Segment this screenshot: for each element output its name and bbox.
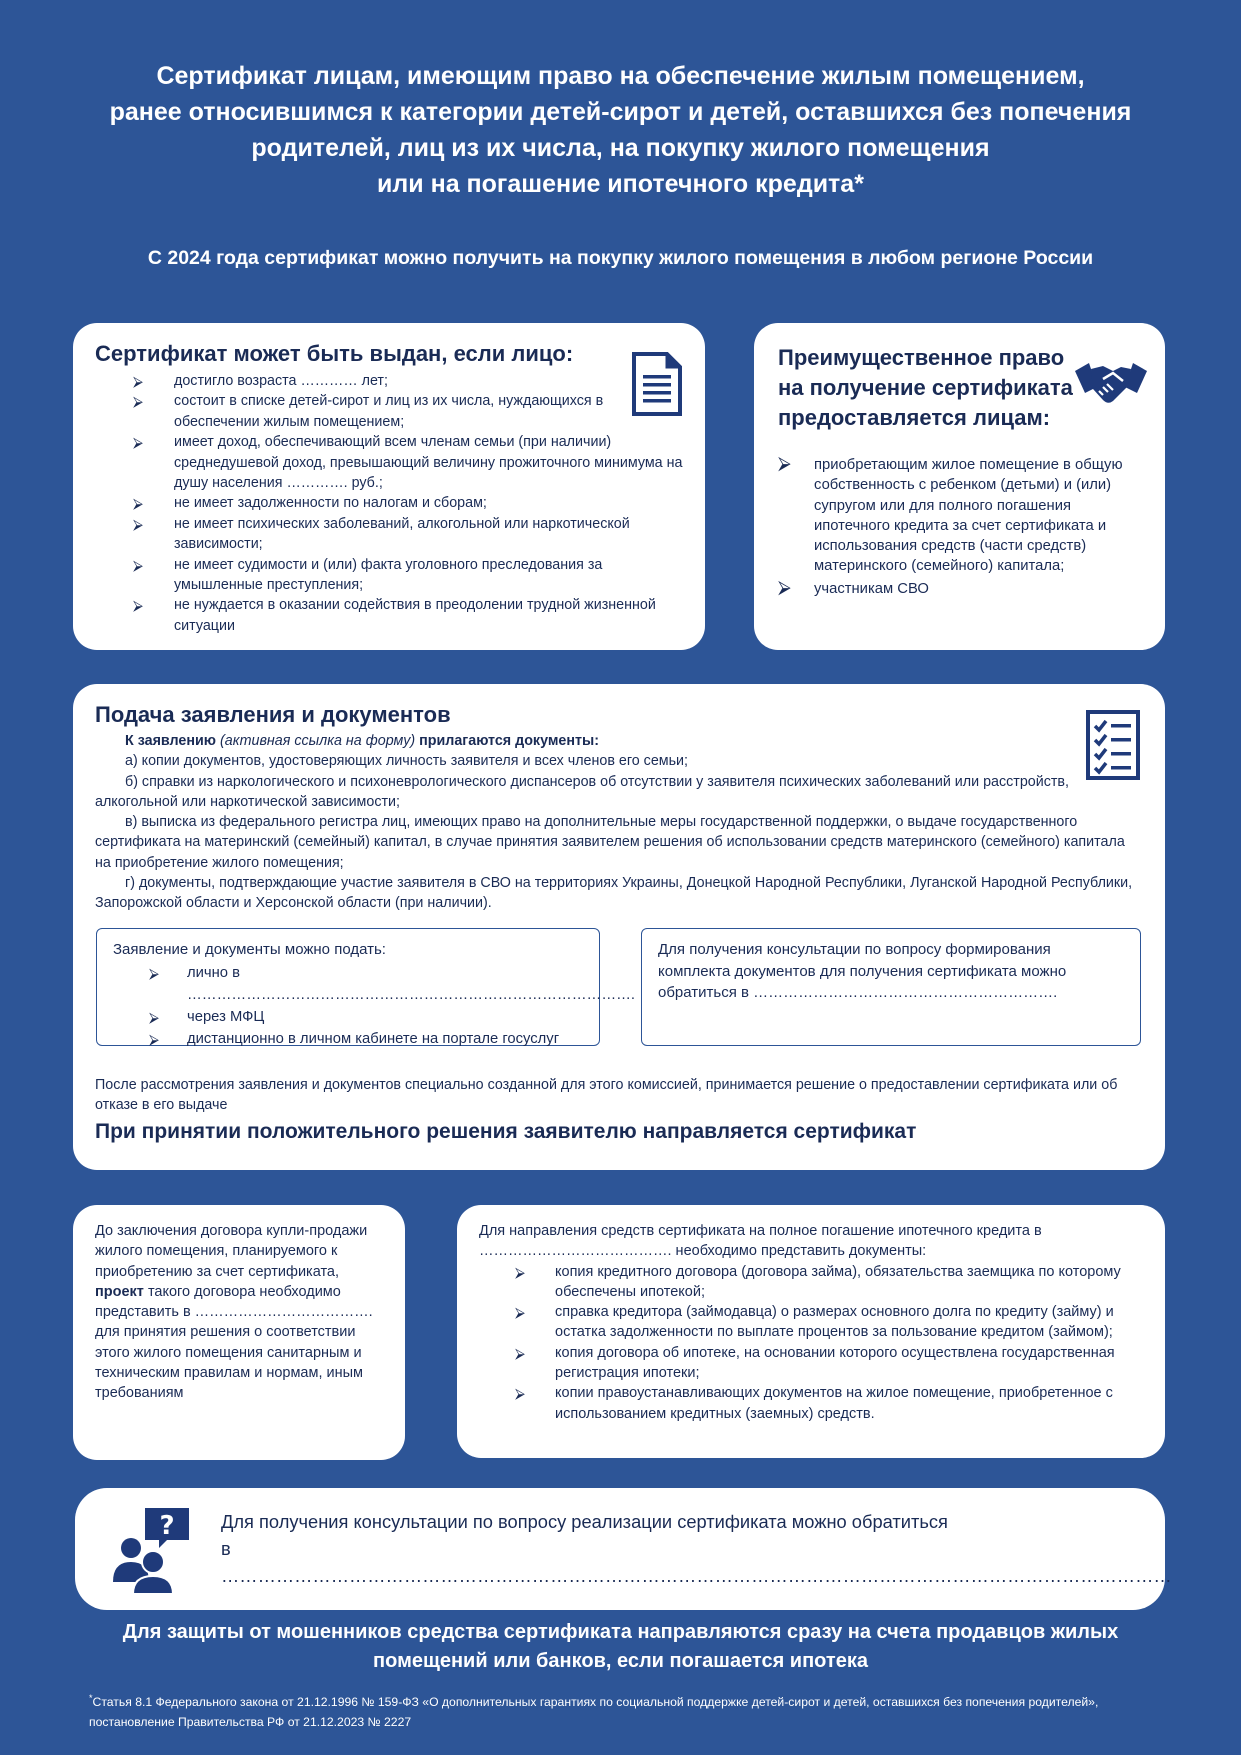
- submission-title: Заявление и документы можно подать:: [113, 941, 386, 958]
- purchase-text-bold: проект: [95, 1283, 144, 1300]
- footnote-text: Статья 8.1 Федерального закона от 21.12.1996 № 159-ФЗ «О дополнительных гарантиях по социальной поддержке детей-сирот и детей, оставшихся без попечения родителей», постановление Правительства РФ от 21.12.2023 № 2227: [89, 1695, 1099, 1730]
- documents-intro: [95, 731, 1143, 751]
- list-item: ⮚ справка кредитора (займодавца) о размерах основного долга по кредиту (займу) и остатка задолженности по выплате процентов за пользование кредитом (займом);: [515, 1304, 1114, 1341]
- handshake-icon: [1073, 357, 1149, 409]
- purchase-text: До заключения договора купли-продажи жилого помещения, планируемого к приобретению за счет сертификата,: [95, 1223, 368, 1280]
- list-item: ⮚ копия договора об ипотеке, на основании которого осуществлена государственная регистрация ипотеки;: [515, 1344, 1115, 1382]
- checklist-icon: [1085, 709, 1141, 781]
- list-item: ⮚ не имеет судимости и (или) факта уголовного преследования за умышленные преступления;: [133, 556, 603, 594]
- form-link[interactable]: (активная ссылка на форму): [219, 733, 416, 749]
- arrow-bullet-icon: ⮚: [778, 576, 791, 597]
- list-item: ⮚ достигло возраста ………… лет;: [133, 371, 683, 391]
- eligibility-card: [73, 323, 705, 650]
- list-item: ⮚ не нуждается в оказании содействия в преодолении трудной жизненной ситуации: [133, 597, 656, 634]
- arrow-bullet-icon: ⮚: [149, 1030, 159, 1047]
- list-item: в) выписка из федерального регистра лиц, имеющих право на дополнительные меры государственной поддержки, о выдаче государственного сертификата на материнский (семейный) капитал, в случае принятия заявителем решения об использовании средств материнского (семейного) капитала на приобретение жилого помещения;: [95, 814, 1125, 871]
- list-item: ⮚ не имеет задолженности по налогам и сборам;: [133, 493, 683, 513]
- page-title: [60, 58, 1181, 202]
- arrow-bullet-icon: ⮚: [778, 453, 791, 473]
- mortgage-intro: Для направления средств сертификата на полное погашение ипотечного кредита в …………………………………. необходимо представить документы:: [479, 1223, 1042, 1260]
- arrow-bullet-icon: ⮚: [133, 515, 143, 532]
- consultation-box: [641, 928, 1141, 1046]
- consultation-text: Для получения консультации по вопросу формирования комплекта документов для получения сертификата можно обратиться в …………………………………………………….: [658, 941, 1067, 1001]
- fraud-protection-note: [60, 1618, 1181, 1676]
- consultation-text: [221, 1508, 1172, 1589]
- list-item: а) копии документов, удостоверяющих личность заявителя и всех членов его семьи;: [125, 753, 689, 770]
- arrow-bullet-icon: ⮚: [149, 1008, 159, 1025]
- intro-label: К заявлению: [125, 733, 216, 749]
- arrow-bullet-icon: ⮚: [515, 1385, 525, 1402]
- list-item: ⮚ не имеет психических заболеваний, алкогольной или наркотической зависимости;: [133, 515, 630, 553]
- eligibility-heading: Сертификат может быть выдан, если лицо:: [95, 341, 574, 366]
- eligibility-list: [95, 371, 683, 636]
- footnote: [89, 1688, 1169, 1732]
- footnote-mark: *: [89, 1693, 93, 1703]
- list-item: ⮚ копия кредитного договора (договора займа), обязательства заемщика по которому обеспечены ипотекой;: [515, 1263, 1121, 1300]
- mortgage-list: [479, 1262, 1143, 1424]
- arrow-bullet-icon: ⮚: [515, 1304, 525, 1321]
- positive-decision-text: При принятии положительного решения заявителю направляется сертификат: [95, 1120, 917, 1143]
- page-subtitle: С 2024 года сертификат можно получить на покупку жилого помещения в любом регионе России: [147, 247, 1094, 269]
- list-item: ⮚ дистанционно в личном кабинете на портале госуслуг: [149, 1028, 583, 1050]
- list-item: б) справки из наркологического и психоневрологического диспансеров об отсутствии у заявителя психических заболеваний или расстройств, алкогольной или наркотической зависимости;: [95, 773, 1069, 810]
- list-item: ⮚ копии правоустанавливающих документов на жилое помещение, приобретенное с использованием кредитных (заемных) средств.: [515, 1385, 1113, 1422]
- list-item: ⮚ через МФЦ: [149, 1006, 583, 1028]
- arrow-bullet-icon: ⮚: [515, 1344, 525, 1361]
- consultation-line: Для получения консультации по вопросу реализации сертификата можно обратиться: [221, 1511, 948, 1532]
- arrow-bullet-icon: ⮚: [133, 373, 143, 389]
- list-item: ⮚ лично в ……………………………………………………………………………….: [149, 962, 583, 1006]
- title-line: ранее относившимся к категории детей-сирот и детей, оставшихся без попечения: [109, 98, 1132, 126]
- arrow-bullet-icon: ⮚: [133, 393, 143, 410]
- svg-text:?: ?: [159, 1511, 175, 1541]
- arrow-bullet-icon: ⮚: [515, 1263, 525, 1280]
- mortgage-card: [457, 1205, 1165, 1458]
- protection-line: Для защиты от мошенников средства сертификата направляются сразу на счета продавцов жилых: [122, 1621, 1119, 1643]
- protection-line: помещений или банков, если погашается ипотека: [373, 1650, 868, 1672]
- list-item: г) документы, подтверждающие участие заявителя в СВО на территориях Украины, Донецкой Народной Республики, Луганской Народной Республики, Запорожской области и Херсонской области (при наличии).: [95, 875, 1133, 912]
- arrow-bullet-icon: ⮚: [133, 434, 143, 451]
- priority-card: [754, 323, 1165, 650]
- list-item: ⮚ приобретающим жилое помещение в общую собственность с ребенком (детьми) и (или) супругом или для полного погашения ипотечного кредита за счет сертификата и использования средств (части средств) материнского (семейного) капитала;: [778, 453, 1123, 575]
- title-line: Сертификат лицам, имеющим право на обеспечение жилым помещением,: [156, 62, 1085, 90]
- consultation-line: в …………………………………………………………………………………………………………………………………………: [221, 1538, 1172, 1586]
- arrow-bullet-icon: ⮚: [133, 495, 143, 512]
- heading-line: Преимущественное право: [778, 345, 1065, 370]
- heading-line: предоставляется лицам:: [778, 405, 1051, 430]
- people-question-icon: [111, 1506, 191, 1594]
- submission-list: [113, 962, 636, 1050]
- purchase-card: [73, 1205, 405, 1460]
- priority-list: [778, 455, 1143, 599]
- submission-methods-box: [96, 928, 636, 1047]
- title-line: или на погашение ипотечного кредита*: [377, 170, 864, 198]
- arrow-bullet-icon: ⮚: [133, 556, 143, 573]
- application-card: [73, 684, 1165, 1170]
- purchase-text: такого договора необходимо представить в ………………………………. для принятия решения о соответствии этого жилого помещения санитарным и техническим правилам и нормам, иным требованиям: [95, 1283, 373, 1402]
- heading-line: на получение сертификата: [778, 375, 1073, 400]
- application-heading: Подача заявления и документов: [95, 702, 451, 727]
- documents-list: [95, 731, 1143, 914]
- arrow-bullet-icon: ⮚: [133, 597, 143, 614]
- list-item: ⮚ участникам СВО: [778, 576, 929, 597]
- decision-text: После рассмотрения заявления и документов специально созданной для этого комиссией, принимается решение о предоставлении сертификата или об отказе в его выдаче: [95, 1077, 1118, 1114]
- intro-label: прилагаются документы:: [419, 733, 599, 749]
- list-item: ⮚ имеет доход, обеспечивающий всем членам семьи (при наличии) среднедушевой доход, превышающий величину прожиточного минимума на душу населения …………. руб.;: [133, 434, 683, 492]
- list-item: ⮚ состоит в списке детей-сирот и лиц из их числа, нуждающихся в обеспечении жилым помещением;: [133, 393, 604, 430]
- consultation-card: [75, 1488, 1172, 1610]
- arrow-bullet-icon: ⮚: [149, 964, 159, 981]
- title-line: родителей, лиц из их числа, на покупку жилого помещения: [251, 134, 990, 162]
